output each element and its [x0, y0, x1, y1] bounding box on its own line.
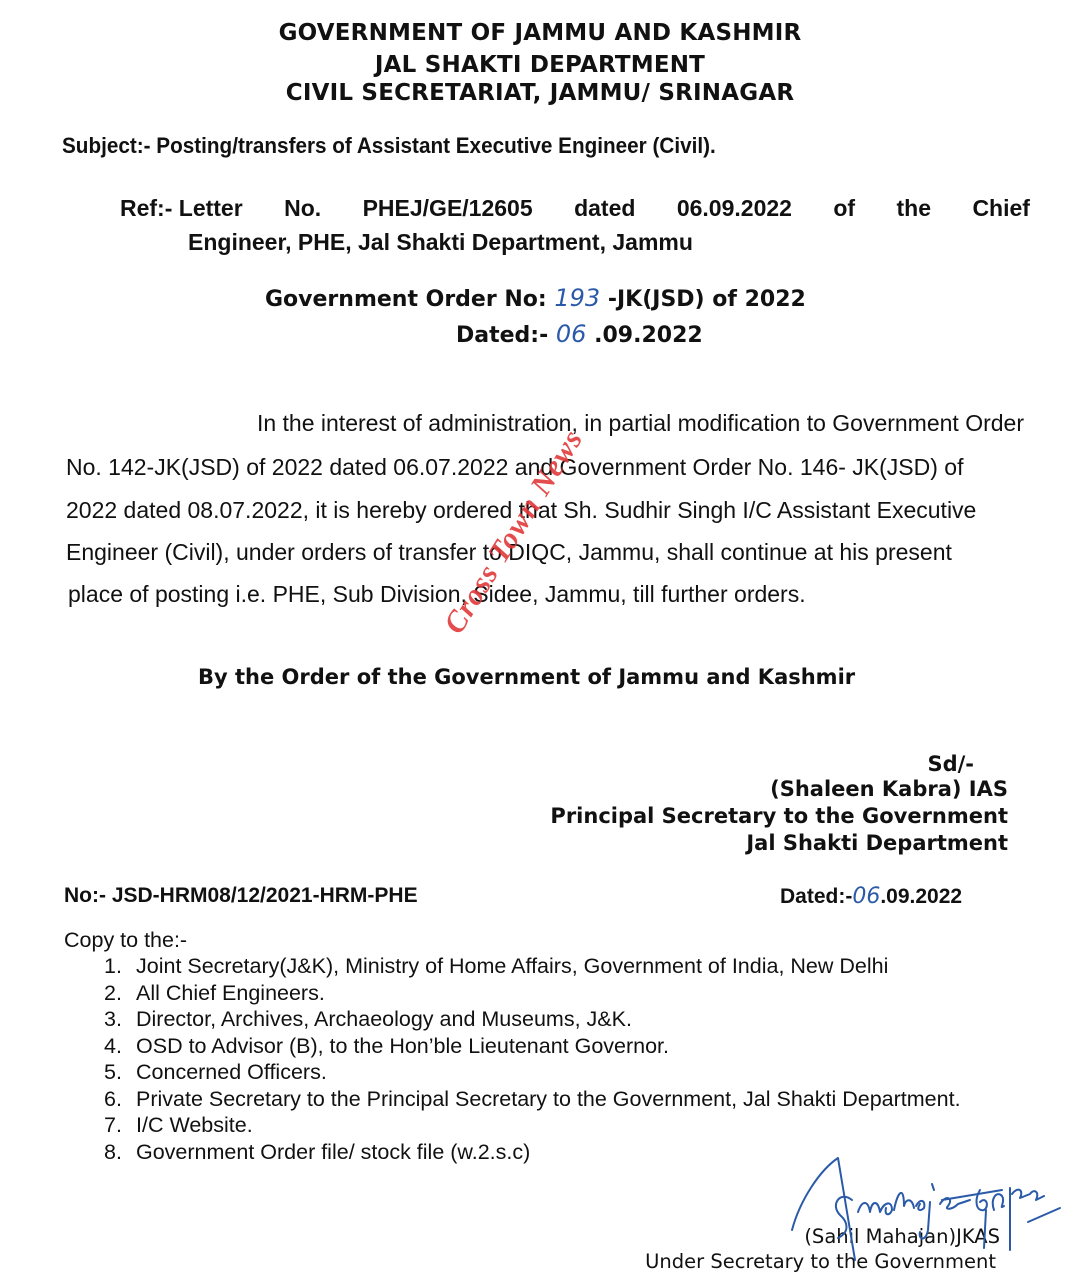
order-dated-day-handwritten: 06	[555, 320, 587, 348]
copy-item-number: 5.	[104, 1060, 122, 1084]
copy-item-number: 2.	[104, 981, 122, 1005]
reference-date-prefix: Dated:-	[780, 885, 853, 908]
ref-word: dated	[574, 195, 636, 221]
copy-item-text: Government Order file/ stock file (w.2.s.c)	[136, 1140, 531, 1164]
body-line-2: No. 142-JK(JSD) of 2022 dated 06.07.2022 and Government Order No. 146- JK(JSD) of	[66, 454, 964, 480]
order-suffix: -JK(JSD) of 2022	[607, 287, 806, 312]
copy-item-text: Joint Secretary(J&K), Ministry of Home Affairs, Government of India, New Delhi	[136, 954, 889, 978]
ref-word: No.	[284, 195, 322, 221]
reference-date	[780, 884, 962, 909]
order-prefix: Government Order No:	[265, 287, 547, 312]
ref-word: Chief	[972, 195, 1030, 221]
copy-item-number: 4.	[104, 1034, 122, 1058]
copy-item-text: OSD to Advisor (B), to the Hon’ble Lieutenant Governor.	[136, 1034, 670, 1058]
signatory-designation: Principal Secretary to the Government	[550, 804, 1008, 828]
copy-item-text: Concerned Officers.	[136, 1060, 327, 1084]
copy-to-item	[104, 1034, 669, 1059]
copy-item-number: 3.	[104, 1007, 122, 1031]
watermark-cross-town-news: Cross Town News	[437, 423, 590, 640]
copy-item-number: 6.	[104, 1087, 122, 1111]
ref-word: of	[833, 195, 856, 221]
header-department: JAL SHAKTI DEPARTMENT	[374, 52, 706, 78]
ref-word: Ref:- Letter	[120, 195, 243, 221]
copy-item-number: 8.	[104, 1140, 122, 1164]
handwritten-signature-icon	[780, 1150, 1080, 1287]
order-dated-line	[456, 320, 703, 348]
body-line-1: In the interest of administration, in partial modification to Government Order	[256, 410, 1024, 436]
order-number-line	[265, 284, 806, 312]
by-order-line: By the Order of the Government of Jammu and Kashmir	[198, 665, 856, 689]
reference-line-2: Engineer, PHE, Jal Shakti Department, Jammu	[188, 229, 693, 255]
under-secretary-designation: Under Secretary to the Government	[645, 1250, 996, 1273]
copy-item-text: Director, Archives, Archaeology and Museums, J&K.	[136, 1007, 632, 1031]
ref-word: the	[896, 195, 932, 221]
signatory-name: (Shaleen Kabra) IAS	[770, 777, 1008, 801]
body-line-3: 2022 dated 08.07.2022, it is hereby ordered that Sh. Sudhir Singh I/C Assistant Executive	[66, 497, 977, 523]
copy-to-item	[104, 954, 888, 979]
signed-mark: Sd/-	[927, 752, 974, 776]
reference-number: No:- JSD-HRM08/12/2021-HRM-PHE	[64, 884, 418, 907]
copy-to-item	[104, 1007, 632, 1032]
copy-to-item	[104, 1140, 530, 1165]
copy-to-item	[104, 981, 325, 1006]
copy-to-item	[104, 1087, 961, 1112]
copy-item-text: I/C Website.	[136, 1113, 253, 1137]
reference-date-suffix: .09.2022	[880, 885, 963, 908]
order-number-handwritten: 193	[554, 284, 601, 312]
header-government: GOVERNMENT OF JAMMU AND KASHMIR	[278, 20, 802, 46]
under-secretary-name: (Sahil Mahajan)JKAS	[804, 1225, 1000, 1248]
ref-word: 06.09.2022	[676, 195, 792, 221]
signatory-department: Jal Shakti Department	[746, 831, 1008, 855]
order-dated-suffix: .09.2022	[594, 323, 703, 348]
subject-line: Subject:- Posting/transfers of Assistant Executive Engineer (Civil).	[62, 133, 716, 158]
order-dated-prefix: Dated:-	[456, 323, 549, 348]
body-line-4: Engineer (Civil), under orders of transfer to DIQC, Jammu, shall continue at his present	[66, 539, 952, 565]
header-secretariat: CIVIL SECRETARIAT, JAMMU/ SRINAGAR	[285, 80, 795, 106]
reference-line-1	[120, 195, 1030, 222]
copy-item-number: 7.	[104, 1113, 122, 1137]
ref-word: PHEJ/GE/12605	[362, 195, 533, 221]
copy-to-item	[104, 1060, 327, 1085]
copy-item-text: Private Secretary to the Principal Secretary to the Government, Jal Shakti Department.	[136, 1087, 961, 1111]
body-line-5: place of posting i.e. PHE, Sub Division, Sidee, Jammu, till further orders.	[68, 581, 806, 607]
reference-date-day-handwritten: 06	[852, 884, 881, 909]
copy-item-text: All Chief Engineers.	[136, 981, 325, 1005]
copy-item-number: 1.	[104, 954, 122, 978]
copy-to-item	[104, 1113, 253, 1138]
copy-to-heading: Copy to the:-	[64, 928, 188, 952]
